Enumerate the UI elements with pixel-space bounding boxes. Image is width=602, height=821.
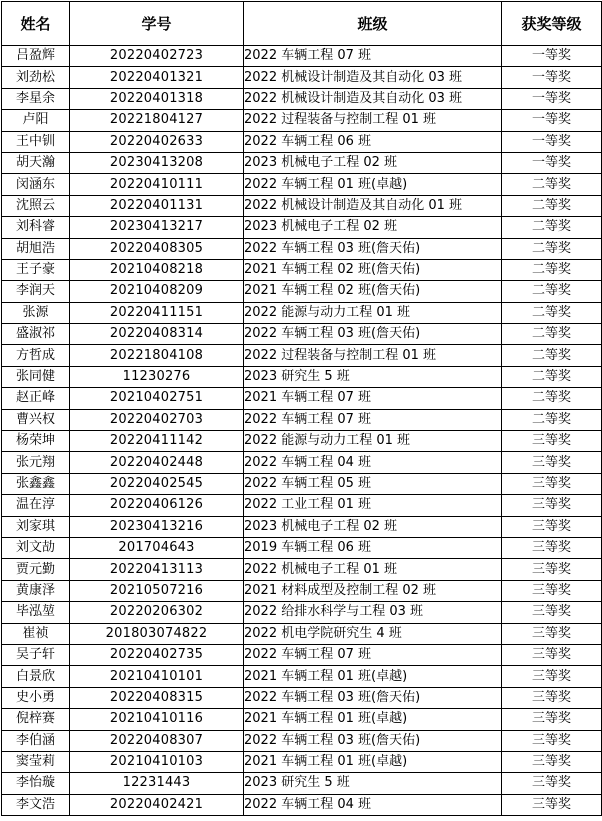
cell-name: 李怡璇 <box>2 773 70 794</box>
cell-name: 吕盈辉 <box>2 46 70 67</box>
cell-student-id: 20220402723 <box>70 46 244 67</box>
cell-name: 杨荣坤 <box>2 431 70 452</box>
cell-award-level: 二等奖 <box>502 409 602 430</box>
cell-class: 2022 能源与动力工程 01 班 <box>244 302 502 323</box>
table-row <box>2 473 602 494</box>
cell-name: 毕泓堃 <box>2 602 70 623</box>
cell-name: 贾元勤 <box>2 559 70 580</box>
cell-name: 吴子轩 <box>2 644 70 665</box>
cell-award-level: 三等奖 <box>502 559 602 580</box>
cell-class: 2021 车辆工程 07 班 <box>244 388 502 409</box>
table-row <box>2 174 602 195</box>
cell-name: 刘家琪 <box>2 516 70 537</box>
cell-class: 2021 车辆工程 02 班(詹天佑) <box>244 259 502 280</box>
cell-student-id: 20220401321 <box>70 67 244 88</box>
cell-class: 2021 车辆工程 01 班(卓越) <box>244 709 502 730</box>
cell-name: 李伯涵 <box>2 730 70 751</box>
table-row <box>2 324 602 345</box>
cell-class: 2023 研究生 5 班 <box>244 366 502 387</box>
cell-class: 2023 研究生 5 班 <box>244 773 502 794</box>
cell-class: 2022 车辆工程 01 班(卓越) <box>244 174 502 195</box>
table-row <box>2 431 602 452</box>
cell-award-level: 三等奖 <box>502 452 602 473</box>
cell-class: 2022 能源与动力工程 01 班 <box>244 431 502 452</box>
table-row <box>2 302 602 323</box>
cell-student-id: 20230413216 <box>70 516 244 537</box>
cell-award-level: 三等奖 <box>502 794 602 815</box>
cell-award-level: 一等奖 <box>502 152 602 173</box>
cell-class: 2021 材料成型及控制工程 02 班 <box>244 580 502 601</box>
table-row <box>2 195 602 216</box>
cell-name: 倪梓赛 <box>2 709 70 730</box>
table-row <box>2 709 602 730</box>
cell-award-level: 三等奖 <box>502 537 602 558</box>
cell-student-id: 20210410116 <box>70 709 244 730</box>
table-row <box>2 794 602 815</box>
table-row <box>2 730 602 751</box>
cell-name: 张同健 <box>2 366 70 387</box>
cell-name: 张源 <box>2 302 70 323</box>
cell-name: 胡天瀚 <box>2 152 70 173</box>
cell-name: 史小勇 <box>2 687 70 708</box>
cell-student-id: 20220402735 <box>70 644 244 665</box>
cell-class: 2019 车辆工程 06 班 <box>244 537 502 558</box>
cell-award-level: 二等奖 <box>502 345 602 366</box>
cell-name: 沈照云 <box>2 195 70 216</box>
cell-student-id: 20220408307 <box>70 730 244 751</box>
cell-name: 方哲成 <box>2 345 70 366</box>
cell-student-id: 11230276 <box>70 366 244 387</box>
cell-award-level: 三等奖 <box>502 431 602 452</box>
cell-class: 2022 车辆工程 04 班 <box>244 452 502 473</box>
cell-name: 李文浩 <box>2 794 70 815</box>
cell-student-id: 20220402703 <box>70 409 244 430</box>
cell-class: 2021 车辆工程 01 班(卓越) <box>244 666 502 687</box>
cell-student-id: 20220408305 <box>70 238 244 259</box>
table-row <box>2 623 602 644</box>
cell-student-id: 20220401131 <box>70 195 244 216</box>
cell-class: 2022 过程装备与控制工程 01 班 <box>244 110 502 131</box>
cell-student-id: 20220410111 <box>70 174 244 195</box>
cell-award-level: 二等奖 <box>502 174 602 195</box>
cell-name: 窦莹莉 <box>2 751 70 772</box>
cell-name: 曹兴权 <box>2 409 70 430</box>
cell-award-level: 三等奖 <box>502 730 602 751</box>
cell-class: 2022 车辆工程 05 班 <box>244 473 502 494</box>
cell-name: 王子豪 <box>2 259 70 280</box>
cell-student-id: 20220401318 <box>70 88 244 109</box>
cell-student-id: 20220402633 <box>70 131 244 152</box>
cell-class: 2023 机械电子工程 02 班 <box>244 217 502 238</box>
cell-award-level: 一等奖 <box>502 67 602 88</box>
cell-student-id: 20220402421 <box>70 794 244 815</box>
cell-name: 王中钏 <box>2 131 70 152</box>
cell-award-level: 二等奖 <box>502 217 602 238</box>
header-row <box>2 2 602 46</box>
award-list-table <box>1 1 602 816</box>
cell-name: 张鑫鑫 <box>2 473 70 494</box>
cell-class: 2022 工业工程 01 班 <box>244 495 502 516</box>
cell-student-id: 20220411142 <box>70 431 244 452</box>
cell-award-level: 二等奖 <box>502 388 602 409</box>
cell-name: 张元翔 <box>2 452 70 473</box>
cell-name: 李星余 <box>2 88 70 109</box>
cell-award-level: 三等奖 <box>502 644 602 665</box>
cell-student-id: 20210408209 <box>70 281 244 302</box>
cell-award-level: 二等奖 <box>502 324 602 345</box>
cell-class: 2022 车辆工程 03 班(詹天佑) <box>244 687 502 708</box>
cell-student-id: 201803074822 <box>70 623 244 644</box>
cell-class: 2021 车辆工程 02 班(詹天佑) <box>244 281 502 302</box>
cell-name: 刘文劼 <box>2 537 70 558</box>
cell-class: 2022 车辆工程 03 班(詹天佑) <box>244 238 502 259</box>
table-row <box>2 409 602 430</box>
table-row <box>2 217 602 238</box>
cell-award-level: 三等奖 <box>502 516 602 537</box>
cell-award-level: 三等奖 <box>502 709 602 730</box>
table-row <box>2 46 602 67</box>
cell-student-id: 12231443 <box>70 773 244 794</box>
header-award-level: 获奖等级 <box>502 2 602 46</box>
header-class: 班级 <box>244 2 502 46</box>
header-student-id: 学号 <box>70 2 244 46</box>
table-row <box>2 366 602 387</box>
cell-award-level: 三等奖 <box>502 495 602 516</box>
cell-award-level: 二等奖 <box>502 238 602 259</box>
cell-student-id: 20220406126 <box>70 495 244 516</box>
cell-student-id: 20230413208 <box>70 152 244 173</box>
cell-name: 赵正峰 <box>2 388 70 409</box>
cell-class: 2022 车辆工程 06 班 <box>244 131 502 152</box>
cell-name: 闵涵东 <box>2 174 70 195</box>
cell-student-id: 20210410103 <box>70 751 244 772</box>
table-row <box>2 452 602 473</box>
cell-award-level: 二等奖 <box>502 366 602 387</box>
cell-name: 温在淳 <box>2 495 70 516</box>
cell-student-id: 20220408315 <box>70 687 244 708</box>
cell-award-level: 三等奖 <box>502 580 602 601</box>
cell-award-level: 三等奖 <box>502 666 602 687</box>
table-row <box>2 687 602 708</box>
cell-name: 盛淑祁 <box>2 324 70 345</box>
cell-student-id: 20220402545 <box>70 473 244 494</box>
cell-student-id: 20220408314 <box>70 324 244 345</box>
cell-student-id: 20230413217 <box>70 217 244 238</box>
cell-name: 崔祯 <box>2 623 70 644</box>
cell-class: 2022 机械电子工程 01 班 <box>244 559 502 580</box>
table-row <box>2 259 602 280</box>
cell-class: 2021 车辆工程 01 班(卓越) <box>244 751 502 772</box>
cell-class: 2022 过程装备与控制工程 01 班 <box>244 345 502 366</box>
table-row <box>2 644 602 665</box>
cell-class: 2022 车辆工程 03 班(詹天佑) <box>244 324 502 345</box>
cell-award-level: 一等奖 <box>502 110 602 131</box>
cell-award-level: 二等奖 <box>502 302 602 323</box>
cell-student-id: 20220413113 <box>70 559 244 580</box>
table-row <box>2 238 602 259</box>
cell-name: 卢阳 <box>2 110 70 131</box>
table-row <box>2 152 602 173</box>
cell-class: 2022 车辆工程 07 班 <box>244 46 502 67</box>
cell-name: 白景欣 <box>2 666 70 687</box>
cell-student-id: 20210408218 <box>70 259 244 280</box>
cell-award-level: 二等奖 <box>502 281 602 302</box>
cell-class: 2022 机械设计制造及其自动化 03 班 <box>244 88 502 109</box>
cell-class: 2022 机械设计制造及其自动化 03 班 <box>244 67 502 88</box>
table-row <box>2 773 602 794</box>
cell-class: 2023 机械电子工程 02 班 <box>244 152 502 173</box>
cell-name: 刘科睿 <box>2 217 70 238</box>
header-name: 姓名 <box>2 2 70 46</box>
table-body <box>2 46 602 816</box>
cell-award-level: 三等奖 <box>502 773 602 794</box>
table-row <box>2 666 602 687</box>
cell-class: 2022 车辆工程 04 班 <box>244 794 502 815</box>
cell-award-level: 二等奖 <box>502 259 602 280</box>
table-row <box>2 559 602 580</box>
cell-award-level: 三等奖 <box>502 602 602 623</box>
cell-student-id: 20221804108 <box>70 345 244 366</box>
cell-class: 2022 机电学院研究生 4 班 <box>244 623 502 644</box>
cell-award-level: 一等奖 <box>502 46 602 67</box>
table-row <box>2 345 602 366</box>
cell-student-id: 20220411151 <box>70 302 244 323</box>
cell-student-id: 20221804127 <box>70 110 244 131</box>
table-row <box>2 67 602 88</box>
table-row <box>2 88 602 109</box>
table-row <box>2 580 602 601</box>
table-row <box>2 537 602 558</box>
cell-award-level: 二等奖 <box>502 195 602 216</box>
cell-award-level: 三等奖 <box>502 473 602 494</box>
cell-award-level: 一等奖 <box>502 131 602 152</box>
cell-class: 2022 车辆工程 07 班 <box>244 409 502 430</box>
table-row <box>2 751 602 772</box>
cell-name: 黄康泽 <box>2 580 70 601</box>
cell-name: 李润天 <box>2 281 70 302</box>
table-row <box>2 495 602 516</box>
cell-award-level: 三等奖 <box>502 751 602 772</box>
cell-student-id: 20210410101 <box>70 666 244 687</box>
table-row <box>2 110 602 131</box>
cell-student-id: 20210507216 <box>70 580 244 601</box>
cell-student-id: 20220402448 <box>70 452 244 473</box>
cell-name: 胡旭浩 <box>2 238 70 259</box>
cell-name: 刘劲松 <box>2 67 70 88</box>
cell-student-id: 20210402751 <box>70 388 244 409</box>
cell-award-level: 三等奖 <box>502 687 602 708</box>
table-row <box>2 131 602 152</box>
table-row <box>2 388 602 409</box>
cell-class: 2022 给排水科学与工程 03 班 <box>244 602 502 623</box>
table-header <box>2 2 602 46</box>
cell-class: 2022 车辆工程 07 班 <box>244 644 502 665</box>
table-row <box>2 281 602 302</box>
cell-class: 2023 机械电子工程 02 班 <box>244 516 502 537</box>
cell-student-id: 201704643 <box>70 537 244 558</box>
cell-award-level: 三等奖 <box>502 623 602 644</box>
table-row <box>2 602 602 623</box>
cell-class: 2022 机械设计制造及其自动化 01 班 <box>244 195 502 216</box>
cell-award-level: 一等奖 <box>502 88 602 109</box>
cell-student-id: 20220206302 <box>70 602 244 623</box>
table-row <box>2 516 602 537</box>
cell-class: 2022 车辆工程 03 班(詹天佑) <box>244 730 502 751</box>
